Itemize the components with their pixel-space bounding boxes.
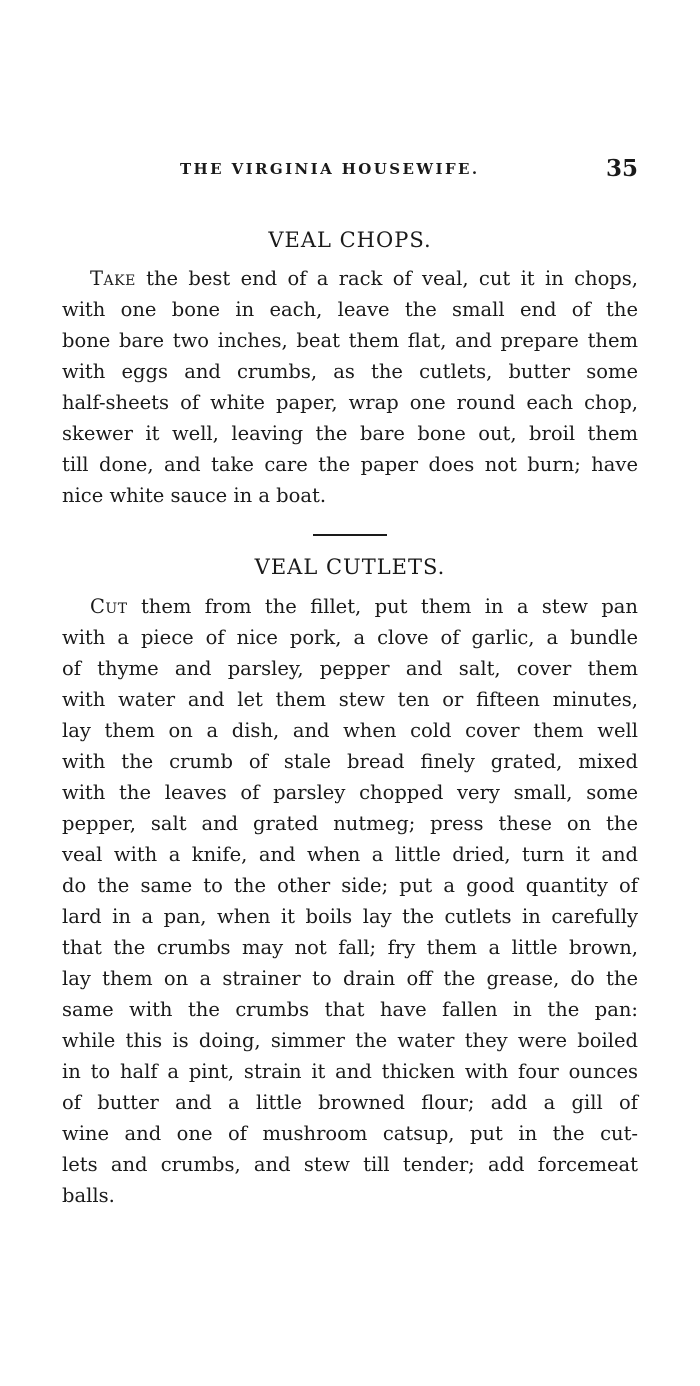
recipe-line: with the crumb of stale bread finely grated, mixed	[62, 750, 638, 773]
line-text: the best end of a rack of veal, cut it in chops,	[135, 267, 638, 290]
recipe-title-veal-cutlets: VEAL CUTLETS.	[254, 555, 446, 579]
recipe-line: same with the crumbs that have fallen in the pan:	[62, 998, 638, 1021]
recipe-line: of butter and a little browned flour; add a gill of	[62, 1091, 638, 1114]
recipe-line: with water and let them stew ten or fifteen minutes,	[62, 688, 638, 711]
recipe-line: do the same to the other side; put a good quantity of	[62, 874, 638, 897]
recipe-line: with eggs and crumbs, as the cutlets, butter some	[62, 360, 638, 383]
section-divider	[313, 534, 387, 536]
drop-word: Take	[90, 267, 136, 290]
recipe-line	[62, 264, 638, 294]
recipe-line: till done, and take care the paper does not burn; have	[62, 453, 638, 476]
page-number: 35	[605, 155, 638, 182]
recipe-line: nice white sauce in a boat.	[62, 484, 327, 507]
recipe-line: lard in a pan, when it boils lay the cutlets in carefully	[62, 905, 638, 928]
recipe-line	[62, 592, 638, 622]
recipe-line: of thyme and parsley, pepper and salt, cover them	[62, 657, 638, 680]
recipe-line: lay them on a dish, and when cold cover them well	[62, 719, 638, 742]
recipe-line: with the leaves of parsley chopped very small, some	[62, 781, 638, 804]
recipe-line: half-sheets of white paper, wrap one round each chop,	[62, 391, 638, 414]
recipe-title-veal-chops: VEAL CHOPS.	[268, 228, 432, 252]
recipe-line: lay them on a strainer to drain off the grease, do the	[62, 967, 638, 990]
recipe-line: veal with a knife, and when a little dried, turn it and	[62, 843, 638, 866]
recipe-line: in to half a pint, strain it and thicken with four ounces	[62, 1060, 638, 1083]
recipe-line: with one bone in each, leave the small end of the	[62, 298, 638, 321]
recipe-line: bone bare two inches, beat them flat, and prepare them	[62, 329, 638, 352]
recipe-line: while this is doing, simmer the water they were boiled	[62, 1029, 638, 1052]
recipe-line: skewer it well, leaving the bare bone out, broil them	[62, 422, 638, 445]
drop-word: Cut	[90, 595, 128, 618]
recipe-line: lets and crumbs, and stew till tender; add forcemeat	[62, 1153, 638, 1176]
recipe-line: with a piece of nice pork, a clove of garlic, a bundle	[62, 626, 638, 649]
recipe-line: pepper, salt and grated nutmeg; press these on the	[62, 812, 638, 835]
line-text: them from the fillet, put them in a stew pan	[127, 595, 638, 618]
recipe-line: balls.	[62, 1184, 115, 1207]
recipe-line: that the crumbs may not fall; fry them a little brown,	[62, 936, 638, 959]
running-head: THE VIRGINIA HOUSEWIFE.	[180, 160, 480, 178]
recipe-line: wine and one of mushroom catsup, put in the cut-	[62, 1122, 638, 1145]
